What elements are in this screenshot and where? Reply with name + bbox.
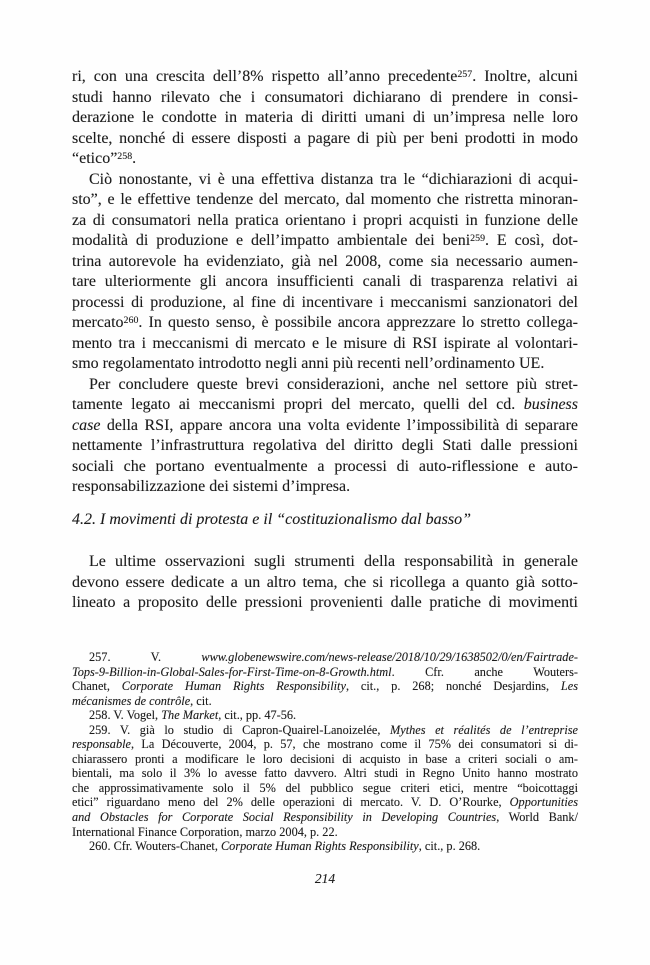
footnote-line: and Obstacles for Corporate Social Responsibility in Developing Countries, World Bank/ [72, 810, 579, 825]
body-text-line: scelte, nonché di essere disposti a pagare di più per beni prodotti in modo [72, 129, 578, 147]
footnote-line: Chanet, Corporate Human Rights Responsibility, cit., p. 268; nonché Desjardins, Les [72, 679, 578, 694]
body-text-line: Per concludere queste brevi considerazioni, anche nel settore più stret- [89, 375, 578, 393]
section-heading: 4.2. I movimenti di protesta e il “costituzionalismo dal basso” [72, 511, 471, 528]
footnote [72, 723, 578, 839]
body-paragraph [72, 67, 578, 170]
body-text-line: studi hanno rilevato che i consumatori dichiarano di prendere in consi- [72, 88, 578, 106]
body-text-line: smo regolamentato introdotto negli anni più recenti nell’ordinamento UE. [72, 355, 545, 372]
body-text-line: case della RSI, appare ancora una volta evidente l’impossibilità di separare [72, 416, 578, 434]
body-paragraph [72, 552, 578, 614]
footnote-line: 257. V. www.globenewswire.com/news-release/2018/10/29/1638502/0/en/Fairtrade- [89, 650, 578, 664]
footnote-line: bientali, ma solo il 3% lo avesse fatto davvero. Altri studi in Regno Unito hanno mostrato [72, 766, 578, 781]
main-text-block [72, 67, 578, 498]
footnote [72, 708, 578, 723]
body-text-line: responsabilizzazione dei sistemi d’impresa. [72, 478, 351, 495]
body-text-line: “etico”$^{258}$. [72, 150, 137, 167]
body-text-line: modalità di produzione e dell’impatto ambientale dei beni$^{259}$. E così, dot- [72, 232, 578, 249]
body-text-line: lineato a proposito delle pressioni provenienti dalle pratiche di movimenti [72, 594, 578, 612]
body-text-line: trina autorevole ha evidenziato, già nel 2008, come sia necessario aumen- [72, 252, 578, 270]
footnote-line: etici” riguardano meno del 2% delle operazioni di mercato. V. D. O’Rourke, Opportunities [72, 795, 578, 810]
body-text-line: mercato$^{260}$. In questo senso, è possibile ancora apprezzare lo stretto collega- [72, 314, 578, 331]
footnote-line: responsable, La Découverte, 2004, p. 57, che mostrano come il 75% dei consumatori si di- [72, 737, 578, 752]
body-text-line: processi di produzione, al fine di incentivare i meccanismi sanzionatori del [72, 293, 578, 311]
footnote-line: che approssimativamente solo il 5% del pubblico segue criteri etici, mentre “boicottaggi [72, 780, 578, 795]
footnotes-block [72, 650, 578, 854]
body-text-line: Ciò nonostante, vi è una effettiva distanza tra le “dichiarazioni di acqui- [89, 170, 578, 188]
body-text-line: ri, con una crescita dell’8% rispetto all’anno precedente$^{257}$. Inoltre, alcuni [72, 68, 578, 85]
body-text-line: sto”, e le effettive tendenze del mercato, dal momento che ristretta minoran- [72, 191, 578, 208]
footnote-line: Tops-9-Billion-in-Global-Sales-for-First-Time-on-8-Growth.html. Cfr. anche Wouters- [72, 664, 578, 679]
footnote-line: chiarassero pronti a modificare le loro decisioni di acquisto in base a criteri sociali o am- [72, 751, 578, 766]
body-text-line: tare ulteriormente gli ancora insufficienti canali di trasparenza relativi ai [72, 273, 578, 290]
body-text-line: derazione le condotte in materia di diritti umani di un’impresa nelle loro [72, 109, 578, 126]
body-text-line: devono essere dedicate a un altro tema, che si ricollega a quanto già sotto- [72, 573, 578, 591]
footnote-line: mécanismes de contrôle, cit. [72, 693, 212, 708]
body-paragraph [72, 170, 578, 375]
footnote-line: 260. Cfr. Wouters-Chanet, Corporate Human Rights Responsibility, cit., p. 268. [89, 839, 481, 854]
body-text-line: za di consumatori nella pratica orientano i propri acquisti in funzione delle [72, 211, 578, 229]
footnote-line: 258. V. Vogel, The Market, cit., pp. 47-56. [89, 708, 297, 723]
footnote-line: 259. V. già lo studio di Capron-Quairel-Lanoizelée, Mythes et réalités de l’entreprise [89, 722, 579, 737]
body-text-line: sociali che portano eventualmente a processi di auto-riflessione e auto- [72, 457, 578, 475]
body-text-line: Le ultime osservazioni sugli strumenti della responsabilità in generale [89, 553, 578, 570]
body-text-line: nettamente l’infrastruttura regolativa del diritto degli Stati dalle pressioni [72, 437, 578, 454]
page-number: 214 [314, 871, 336, 886]
footnote [72, 839, 578, 854]
footnote [72, 650, 578, 708]
footnote-line: International Finance Corporation, marzo 2004, p. 22. [72, 824, 338, 839]
body-text-line: tamente legato ai meccanismi propri del mercato, quelli del cd. business [72, 396, 578, 413]
body-paragraph [72, 375, 578, 498]
body-text-line: mento tra i meccanismi di mercato e le misure di RSI ispirate al volontari- [72, 334, 578, 352]
